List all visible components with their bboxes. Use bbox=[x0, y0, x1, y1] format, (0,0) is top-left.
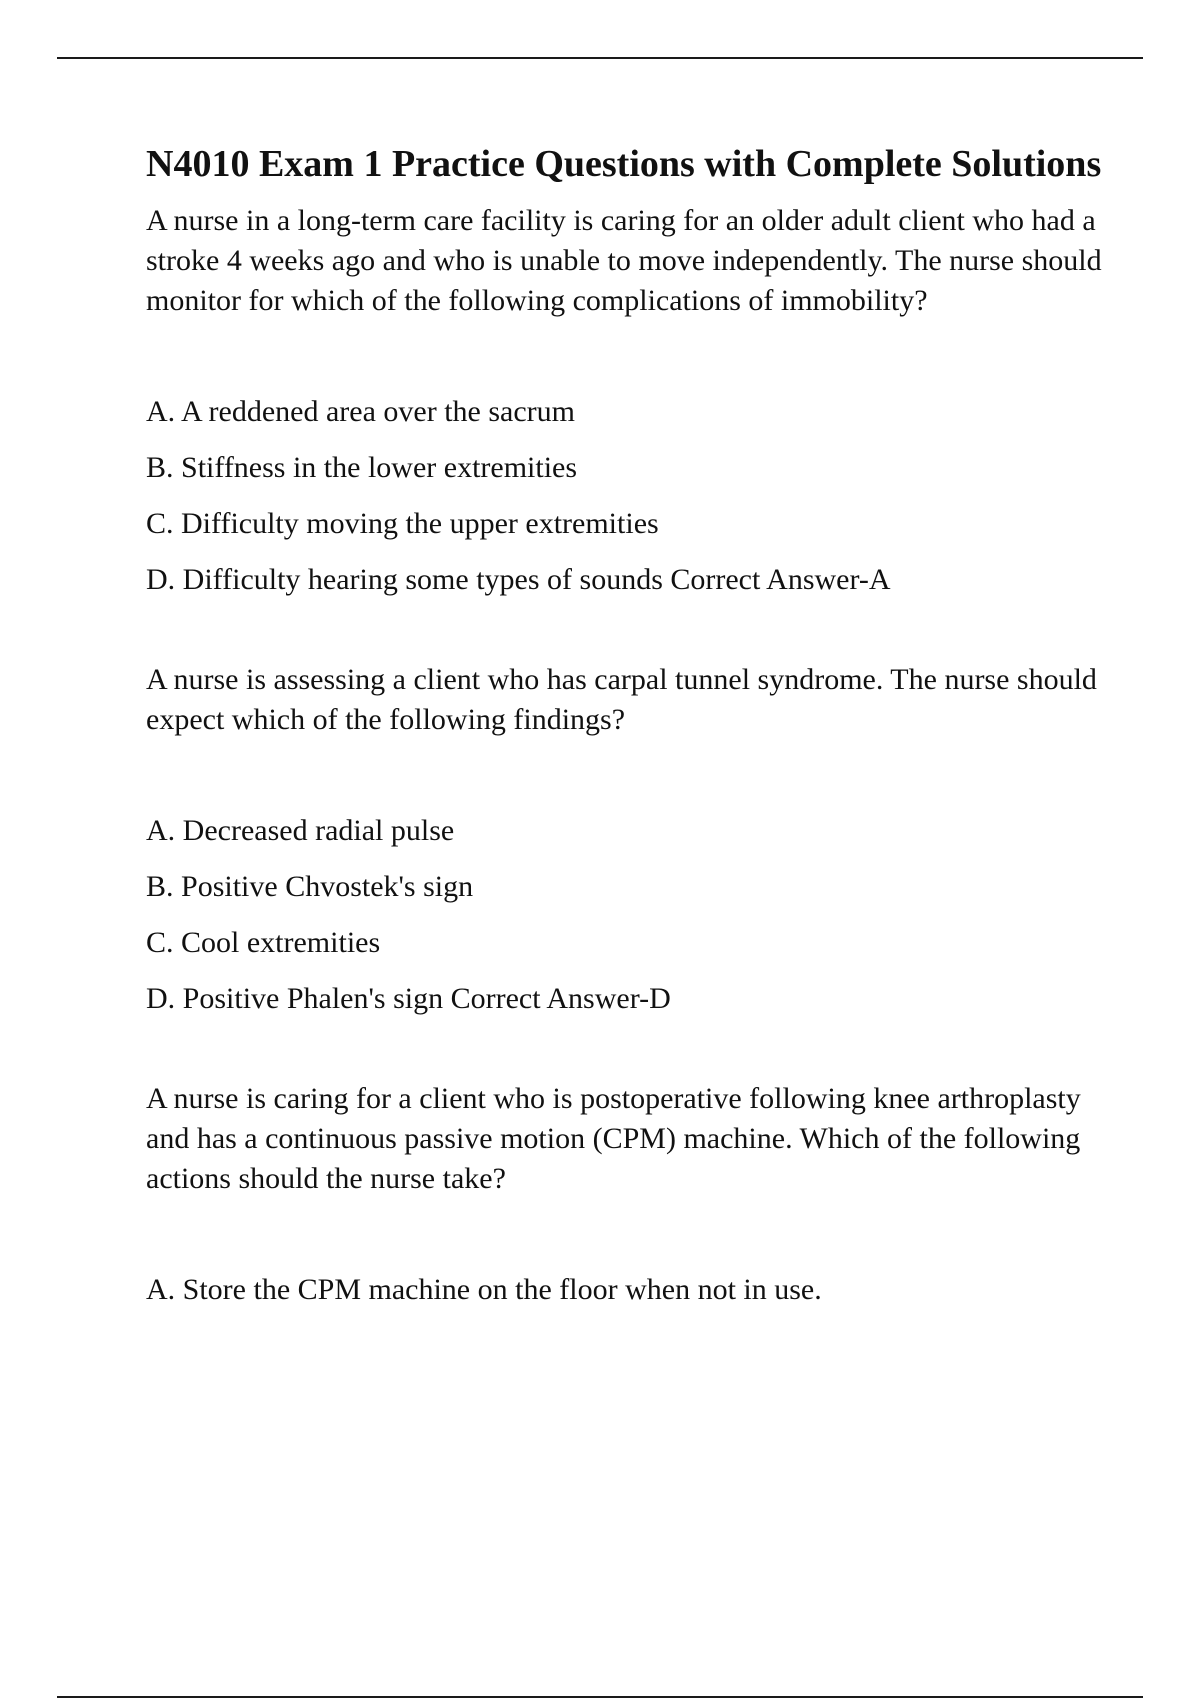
answer-option: B. Positive Chvostek's sign bbox=[146, 870, 474, 903]
question-block bbox=[146, 1079, 1106, 1310]
footer-divider bbox=[57, 1696, 1143, 1698]
answer-options bbox=[146, 392, 1106, 600]
question-block bbox=[146, 660, 1106, 1019]
answer-options bbox=[146, 1270, 1106, 1310]
answer-options bbox=[146, 811, 1106, 1019]
answer-option: C. Difficulty moving the upper extremities bbox=[146, 507, 659, 540]
question-text: A nurse is assessing a client who has carpal tunnel syndrome. The nurse should expect which of the following findings? bbox=[146, 663, 1097, 736]
question-block bbox=[146, 201, 1106, 600]
answer-option: A. Decreased radial pulse bbox=[146, 814, 455, 847]
answer-option: A. Store the CPM machine on the floor when not in use. bbox=[146, 1273, 822, 1306]
answer-option: B. Stiffness in the lower extremities bbox=[146, 451, 578, 484]
header-divider bbox=[57, 57, 1143, 59]
question-text: A nurse in a long-term care facility is caring for an older adult client who had a stroke 4 weeks ago and who is unable to move independently. The nurse should monitor for which of the following complications of immobility? bbox=[146, 204, 1102, 317]
answer-option: D. Positive Phalen's sign Correct Answer-D bbox=[146, 982, 671, 1015]
question-text: A nurse is caring for a client who is postoperative following knee arthroplasty and has a continuous passive motion (CPM) machine. Which of the following actions should the nurse take? bbox=[146, 1082, 1081, 1195]
answer-option: A. A reddened area over the sacrum bbox=[146, 395, 575, 428]
document-body bbox=[146, 140, 1106, 1326]
answer-option: D. Difficulty hearing some types of sounds Correct Answer-A bbox=[146, 563, 891, 596]
document-title: N4010 Exam 1 Practice Questions with Complete Solutions bbox=[146, 143, 1102, 185]
answer-option: C. Cool extremities bbox=[146, 926, 381, 959]
